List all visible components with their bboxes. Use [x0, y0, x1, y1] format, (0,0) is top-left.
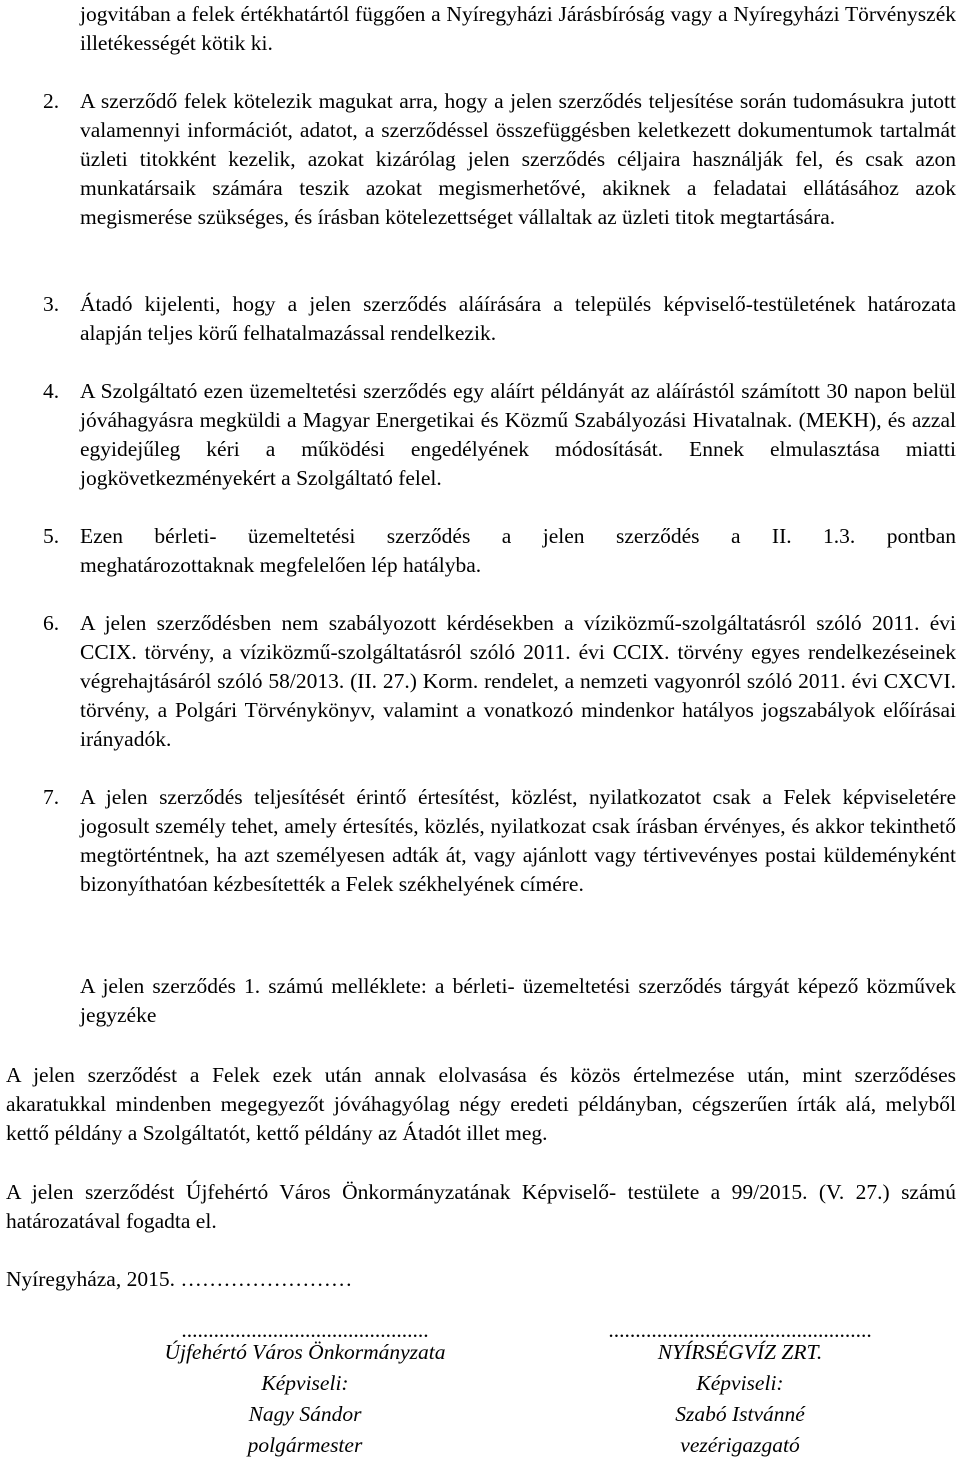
signatory-organization: Újfehértó Város Önkormányzata	[164, 1340, 446, 1364]
clause-number-5: 5.	[43, 524, 60, 548]
clause-number-4: 4.	[43, 379, 60, 403]
clause-text-4: A Szolgáltató ezen üzemeltetési szerződés egy aláírt példányát az aláírástól számított 30 napon belül jóváhagyásra megküldi a Magyar Energetikai és Közmű Szabályozási Hivatalnak. (MEKH), és azzal egyidejűleg kéri a működési engedélyének módosítását. Ennek elmulasztása miatti jogkövetkezményekért a Szolgáltató felel.	[80, 379, 956, 490]
approval-paragraph: A jelen szerződést Újfehértó Város Önkormányzatának Képviselő- testülete a 99/2015. (V. 27.) számú határozatával fogadta el.	[6, 1180, 956, 1233]
signature-line: ..............................................	[181, 1318, 429, 1342]
closing-paragraph: A jelen szerződést a Felek ezek után annak elolvasása és közös értelmezése után, mint szerződéses akaratukkal mindenben megegyezőt jóváhagyólag négy eredeti példányban, cégszerűen írták alá, melyből kettő példány a Szolgáltatót, kettő példány az Átadót illet meg.	[6, 1063, 956, 1145]
clause-text-6: A jelen szerződésben nem szabályozott kérdésekben a víziközmű-szolgáltatásról szóló 2011. évi CCIX. törvény, a víziközmű-szolgáltatásról szóló 2011. évi CCIX. törvény egyes rendelkezéseinek végrehajtásáról szóló 58/2013. (II. 27.) Korm. rendelet, a nemzeti vagyonról szóló 2011. évi CXCVI. törvény, a Polgári Törvénykönyv, valamint a vonatkozó mindenkor hatályos jogszabályok előírásai irányadók.	[80, 611, 956, 751]
clause-number-6: 6.	[43, 611, 60, 635]
signatory-role: Képviseli:	[696, 1371, 784, 1395]
signatory-name: Szabó Istvánné	[675, 1402, 805, 1426]
clause-number-7: 7.	[43, 785, 60, 809]
clause-text-3: Átadó kijelenti, hogy a jelen szerződés aláírására a település képviselő-testületének határozata alapján teljes körű felhatalmazással rendelkezik.	[80, 292, 956, 345]
intro-paragraph: jogvitában a felek értékhatártól függően a Nyíregyházi Járásbíróság vagy a Nyíregyházi Törvényszék illetékességét kötik ki.	[80, 2, 956, 55]
signatory-organization: NYÍRSÉGVÍZ ZRT.	[657, 1340, 823, 1364]
signatory-name: Nagy Sándor	[248, 1402, 362, 1426]
clause-text-5	[80, 522, 956, 580]
clause-text-2: A szerződő felek kötelezik magukat arra, hogy a jelen szerződés teljesítése során tudomásukra jutott valamennyi információt, adatot, a szerződéssel összefüggésben keletkezett dokumentumok tartalmát üzleti titokként kezelik, azokat kizárólag jelen szerződés céljaira használják fel, és csak azon munkatársaik számára teszik azokat megismerhetővé, akiknek a feladatai ellátásához azok megismerése szükséges, és írásban kötelezettséget vállaltak az üzleti titok megtartására.	[80, 89, 956, 229]
signatory-title: vezérigazgató	[680, 1433, 800, 1457]
signature-block-right	[560, 1318, 920, 1461]
place-date: Nyíregyháza, 2015. ……………………	[6, 1267, 353, 1291]
clause-number-3: 3.	[43, 292, 60, 316]
annex-paragraph: A jelen szerződés 1. számú melléklete: a bérleti- üzemeltetési szerződés tárgyát képező közművek jegyzéke	[80, 974, 956, 1027]
signatory-title: polgármester	[247, 1433, 363, 1457]
signature-line: .................................................	[608, 1318, 872, 1342]
clause-5-line-1: Ezen bérleti- üzemeltetési szerződés a jelen szerződés a II. 1.3. pontban	[80, 524, 956, 548]
clause-text-7: A jelen szerződés teljesítését érintő értesítést, közlést, nyilatkozatot csak a Felek képviseletére jogosult személy tehet, amely értesítés, közlés, nyilatkozat csak írásban érvényes, és akkor tekinthető megtörténtnek, ha azt személyesen adták át, vagy ajánlott vagy tértivevényes postai küldeményként bizonyíthatóan kézbesítették a Felek székhelyének címére.	[80, 785, 956, 896]
signature-block-left	[120, 1318, 490, 1461]
signatory-role: Képviseli:	[261, 1371, 349, 1395]
clause-number-2: 2.	[43, 89, 60, 113]
clause-5-line-2: meghatározottaknak megfelelően lép hatályba.	[80, 553, 482, 577]
